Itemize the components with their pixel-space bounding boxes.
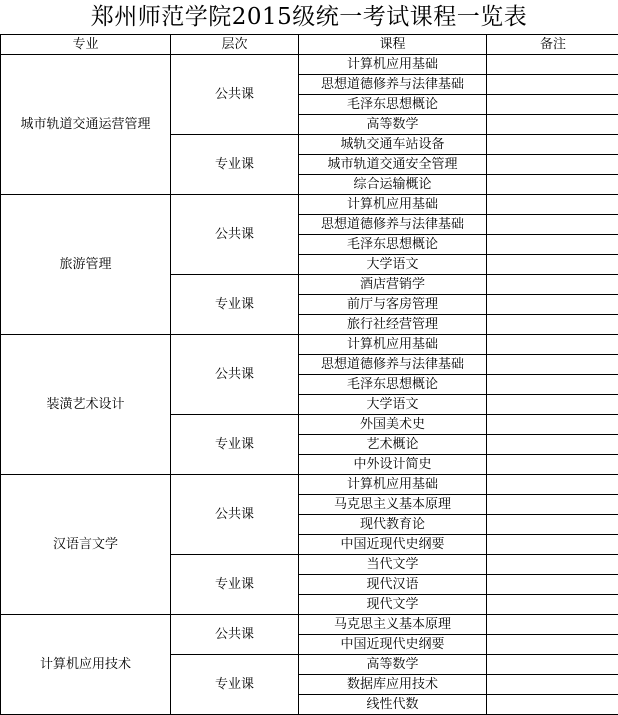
note-cell [487,135,618,155]
course-cell: 城轨交通车站设备 [299,135,487,155]
major-cell: 城市轨道交通运营管理 [1,55,171,195]
course-cell: 思想道德修养与法律基础 [299,75,487,95]
note-cell [487,275,618,295]
note-cell [487,95,618,115]
header-major: 专业 [1,35,171,55]
course-cell: 外国美术史 [299,415,487,435]
level-cell: 公共课 [171,195,299,275]
course-cell: 城市轨道交通安全管理 [299,155,487,175]
note-cell [487,535,618,555]
note-cell [487,555,618,575]
note-cell [487,435,618,455]
page-title: 郑州师范学院2015级统一考试课程一览表 [0,0,618,34]
course-cell: 线性代数 [299,695,487,715]
note-cell [487,315,618,335]
course-cell: 马克思主义基本原理 [299,615,487,635]
note-cell [487,215,618,235]
table-body [1,55,618,715]
level-cell: 公共课 [171,615,299,655]
course-cell: 旅行社经营管理 [299,315,487,335]
course-table [0,34,618,715]
level-cell: 公共课 [171,55,299,135]
course-cell: 中国近现代史纲要 [299,535,487,555]
note-cell [487,455,618,475]
course-cell: 中国近现代史纲要 [299,635,487,655]
note-cell [487,255,618,275]
course-cell: 思想道德修养与法律基础 [299,355,487,375]
major-cell: 汉语言文学 [1,475,171,615]
table-row [1,475,618,495]
course-cell: 大学语文 [299,395,487,415]
course-cell: 数据库应用技术 [299,675,487,695]
course-cell: 计算机应用基础 [299,55,487,75]
table-row [1,55,618,75]
course-cell: 计算机应用基础 [299,335,487,355]
note-cell [487,355,618,375]
note-cell [487,75,618,95]
table-row [1,615,618,635]
course-cell: 毛泽东思想概论 [299,235,487,255]
note-cell [487,235,618,255]
note-cell [487,195,618,215]
course-cell: 计算机应用基础 [299,195,487,215]
note-cell [487,475,618,495]
course-cell: 前厅与客房管理 [299,295,487,315]
note-cell [487,515,618,535]
header-level: 层次 [171,35,299,55]
course-cell: 计算机应用基础 [299,475,487,495]
note-cell [487,175,618,195]
course-cell: 现代教育论 [299,515,487,535]
note-cell [487,115,618,135]
note-cell [487,295,618,315]
course-cell: 艺术概论 [299,435,487,455]
note-cell [487,675,618,695]
note-cell [487,335,618,355]
course-cell: 高等数学 [299,115,487,135]
level-cell: 公共课 [171,335,299,415]
course-cell: 马克思主义基本原理 [299,495,487,515]
course-cell: 大学语文 [299,255,487,275]
note-cell [487,495,618,515]
header-course: 课程 [299,35,487,55]
course-cell: 毛泽东思想概论 [299,95,487,115]
course-cell: 综合运输概论 [299,175,487,195]
level-cell: 专业课 [171,415,299,475]
major-cell: 装潢艺术设计 [1,335,171,475]
level-cell: 公共课 [171,475,299,555]
course-cell: 酒店营销学 [299,275,487,295]
table-row [1,195,618,215]
major-cell: 计算机应用技术 [1,615,171,715]
note-cell [487,155,618,175]
level-cell: 专业课 [171,135,299,195]
course-cell: 思想道德修养与法律基础 [299,215,487,235]
note-cell [487,695,618,715]
note-cell [487,615,618,635]
note-cell [487,575,618,595]
note-cell [487,375,618,395]
level-cell: 专业课 [171,555,299,615]
level-cell: 专业课 [171,275,299,335]
course-cell: 毛泽东思想概论 [299,375,487,395]
table-row [1,335,618,355]
level-cell: 专业课 [171,655,299,715]
header-row [1,35,618,55]
note-cell [487,635,618,655]
note-cell [487,55,618,75]
note-cell [487,415,618,435]
course-cell: 当代文学 [299,555,487,575]
course-cell: 中外设计简史 [299,455,487,475]
note-cell [487,395,618,415]
major-cell: 旅游管理 [1,195,171,335]
note-cell [487,595,618,615]
course-cell: 现代汉语 [299,575,487,595]
header-note: 备注 [487,35,618,55]
note-cell [487,655,618,675]
course-cell: 现代文学 [299,595,487,615]
course-cell: 高等数学 [299,655,487,675]
